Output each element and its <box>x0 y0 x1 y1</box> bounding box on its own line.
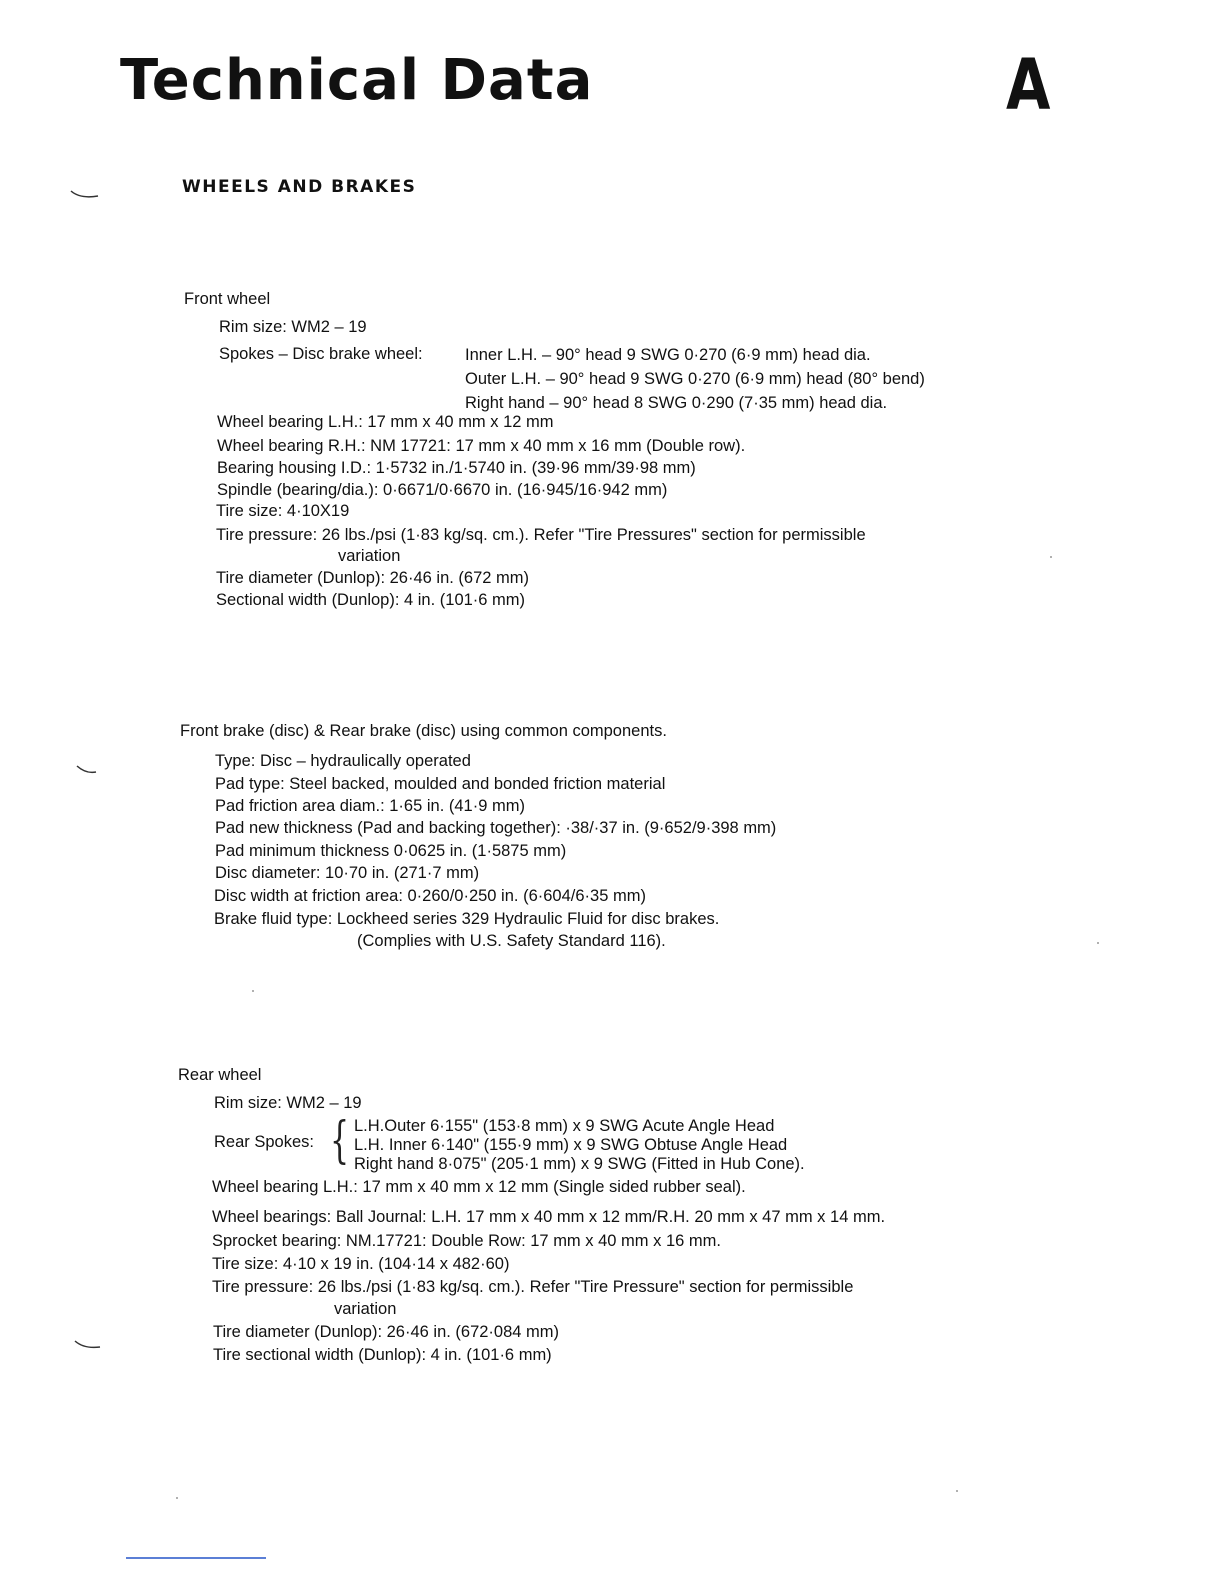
front-tire-pressure-cont: variation <box>338 547 401 565</box>
bottom-rule <box>126 1557 266 1559</box>
rear-spec-line: Wheel bearings: Ball Journal: L.H. 17 mm x 40 mm x 12 mm/R.H. 20 mm x 47 mm x 14 mm. <box>212 1208 886 1226</box>
margin-tick-mark <box>74 1340 104 1350</box>
section-letter: A <box>1006 44 1051 126</box>
margin-tick-mark <box>76 765 106 775</box>
front-spec-line: Spindle (bearing/dia.): 0·6671/0·6670 in. (16·945/16·942 mm) <box>217 481 668 499</box>
front-spec-line: Tire pressure: 26 lbs./psi (1·83 kg/sq. cm.). Refer "Tire Pressures" section for permissible <box>216 526 866 544</box>
scan-speck <box>176 1497 178 1499</box>
rear-spec-line: Tire diameter (Dunlop): 26·46 in. (672·084 mm) <box>213 1323 560 1341</box>
scan-speck <box>252 990 254 992</box>
rear-wheel-title: Rear wheel <box>178 1066 262 1084</box>
front-spoke-inner: Inner L.H. – 90° head 9 SWG 0·270 (6·9 mm) head dia. <box>465 346 871 364</box>
front-wheel-title: Front wheel <box>184 290 271 308</box>
brake-fluid-cont: (Complies with U.S. Safety Standard 116). <box>357 932 666 950</box>
rear-spokes-label: Rear Spokes: <box>214 1133 314 1151</box>
scan-speck <box>1097 942 1099 944</box>
scan-speck <box>1050 556 1052 558</box>
rear-spoke-right: Right hand 8·075" (205·1 mm) x 9 SWG (Fitted in Hub Cone). <box>354 1155 805 1173</box>
brace-icon: { <box>330 1111 350 1169</box>
brake-spec-line: Pad type: Steel backed, moulded and bonded friction material <box>215 775 666 793</box>
scan-speck <box>956 1490 958 1492</box>
brake-spec-line: Pad new thickness (Pad and backing together): ·38/·37 in. (9·652/9·398 mm) <box>215 819 777 837</box>
front-rim-size: Rim size: WM2 – 19 <box>219 318 367 336</box>
front-spec-line: Wheel bearing L.H.: 17 mm x 40 mm x 12 mm <box>217 413 554 431</box>
brake-spec-line: Type: Disc – hydraulically operated <box>215 752 471 770</box>
brake-spec-line: Pad friction area diam.: 1·65 in. (41·9 mm) <box>215 797 525 815</box>
front-spokes-label: Spokes – Disc brake wheel: <box>219 345 423 363</box>
brake-spec-line: Brake fluid type: Lockheed series 329 Hydraulic Fluid for disc brakes. <box>214 910 720 928</box>
brake-spec-line: Pad minimum thickness 0·0625 in. (1·5875 mm) <box>215 842 567 860</box>
rear-rim-size: Rim size: WM2 – 19 <box>214 1094 362 1112</box>
page-title: Technical Data <box>120 48 594 113</box>
front-spoke-outer: Outer L.H. – 90° head 9 SWG 0·270 (6·9 mm) head (80° bend) <box>465 370 925 388</box>
rear-spec-line: Tire pressure: 26 lbs./psi (1·83 kg/sq. cm.). Refer "Tire Pressure" section for permissible <box>212 1278 854 1296</box>
rear-tire-pressure-cont: variation <box>334 1300 397 1318</box>
brakes-title: Front brake (disc) & Rear brake (disc) using common components. <box>180 722 667 740</box>
margin-tick-mark <box>70 190 100 200</box>
front-spec-line: Bearing housing I.D.: 1·5732 in./1·5740 in. (39·96 mm/39·98 mm) <box>217 459 696 477</box>
front-spec-line: Sectional width (Dunlop): 4 in. (101·6 mm) <box>216 591 526 609</box>
front-spec-line: Tire diameter (Dunlop): 26·46 in. (672 mm) <box>216 569 530 587</box>
front-spec-line: Tire size: 4·10X19 <box>216 502 350 520</box>
front-spec-line: Wheel bearing R.H.: NM 17721: 17 mm x 40 mm x 16 mm (Double row). <box>217 437 746 455</box>
brake-spec-line: Disc width at friction area: 0·260/0·250 in. (6·604/6·35 mm) <box>214 887 646 905</box>
rear-spec-line: Tire size: 4·10 x 19 in. (104·14 x 482·60) <box>212 1255 510 1273</box>
brake-spec-line: Disc diameter: 10·70 in. (271·7 mm) <box>215 864 480 882</box>
rear-spec-line: Sprocket bearing: NM.17721: Double Row: 17 mm x 40 mm x 16 mm. <box>212 1232 721 1250</box>
section-heading: WHEELS AND BRAKES <box>182 177 417 197</box>
front-spoke-right: Right hand – 90° head 8 SWG 0·290 (7·35 mm) head dia. <box>465 394 888 412</box>
rear-spec-line: Wheel bearing L.H.: 17 mm x 40 mm x 12 mm (Single sided rubber seal). <box>212 1178 746 1196</box>
rear-spoke-outer: L.H.Outer 6·155" (153·8 mm) x 9 SWG Acute Angle Head <box>354 1117 775 1135</box>
rear-spoke-inner: L.H. Inner 6·140" (155·9 mm) x 9 SWG Obtuse Angle Head <box>354 1136 788 1154</box>
rear-spec-line: Tire sectional width (Dunlop): 4 in. (101·6 mm) <box>213 1346 552 1364</box>
